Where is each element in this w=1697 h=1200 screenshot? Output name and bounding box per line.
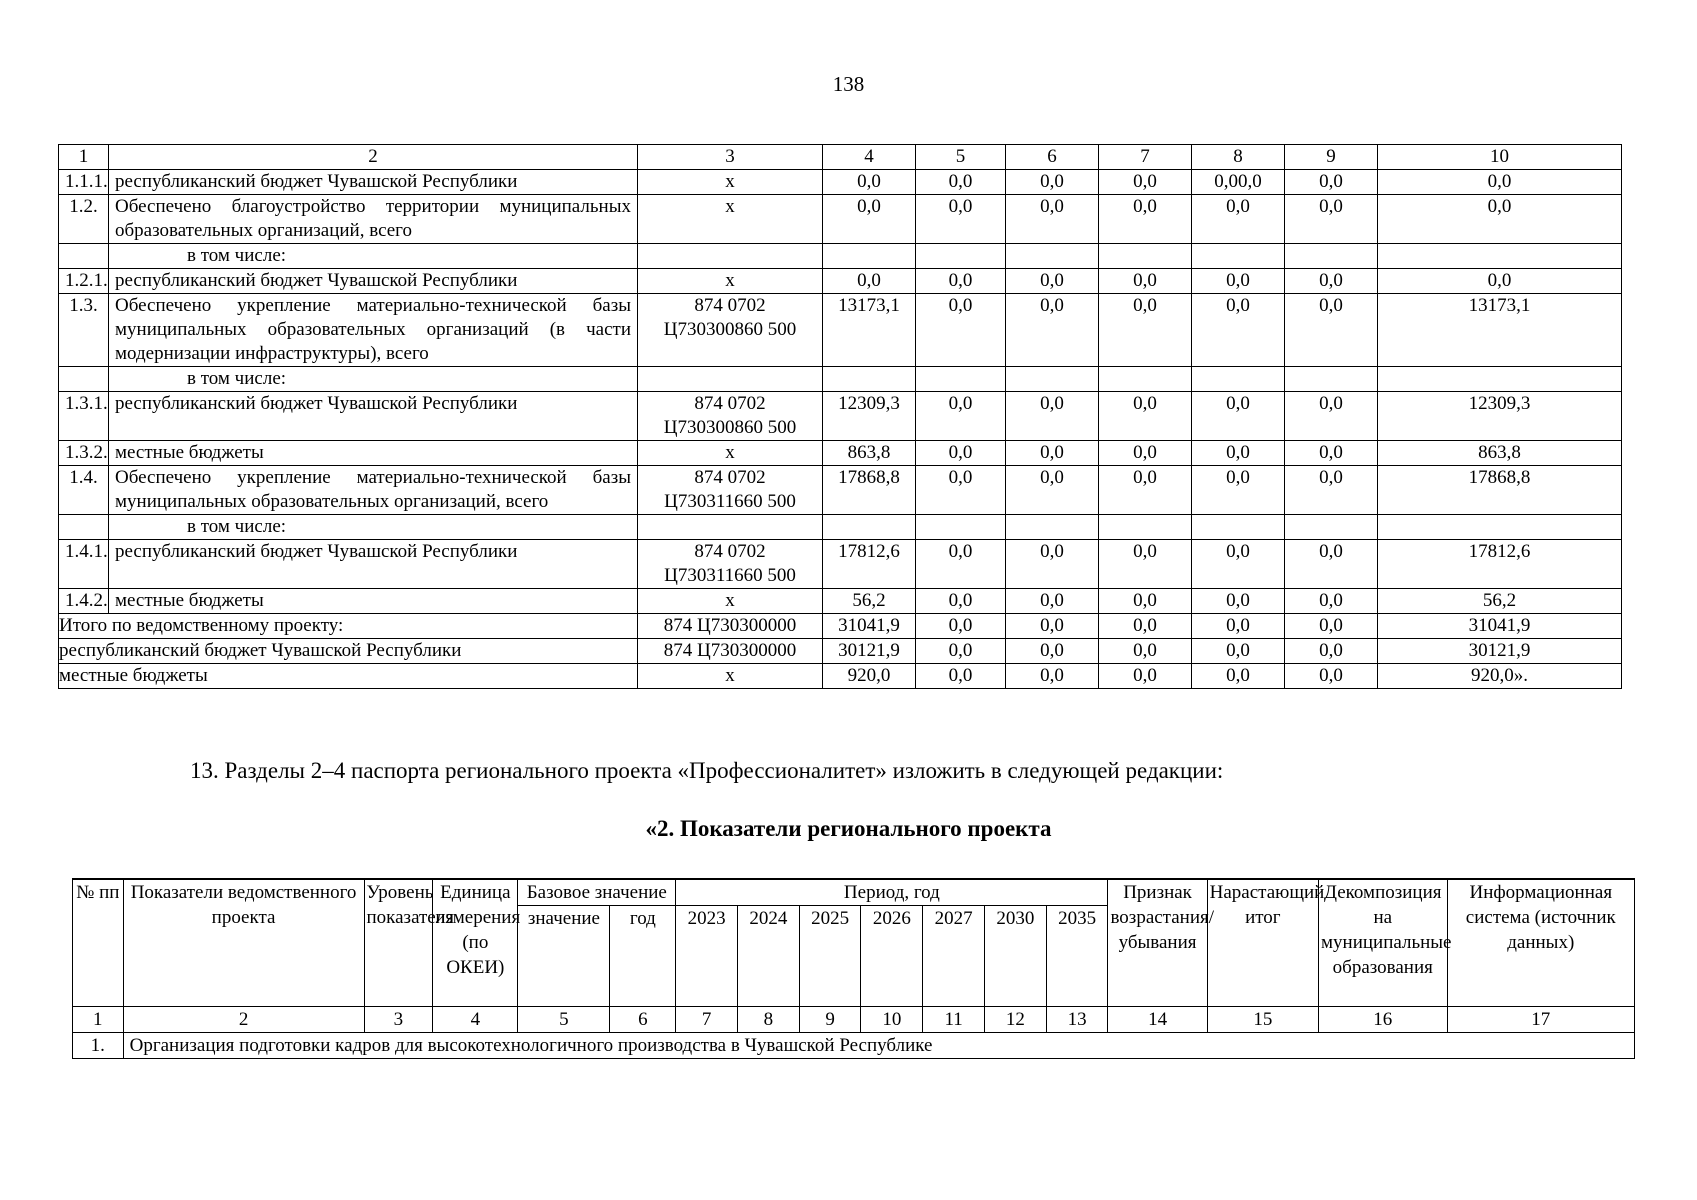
column-numbers-row: [73, 1007, 1635, 1033]
row-number: 1.2.: [59, 195, 109, 244]
table-row: [59, 515, 1622, 540]
amount-cell: 0,0: [916, 269, 1006, 294]
table-row: [59, 367, 1622, 392]
table-row: [59, 441, 1622, 466]
amount-cell: 30121,9: [823, 639, 916, 664]
amount-cell: [1099, 244, 1192, 269]
budget-code: [638, 244, 823, 269]
amount-cell: 56,2: [1378, 589, 1622, 614]
table-row: [59, 269, 1622, 294]
column-number: 9: [1285, 145, 1378, 170]
row-number: 1.3.1.: [59, 392, 109, 441]
amount-cell: 0,0: [916, 392, 1006, 441]
amount-cell: 0,0: [916, 614, 1006, 639]
budget-code: x: [638, 269, 823, 294]
table-row: [59, 195, 1622, 244]
amount-cell: [1192, 367, 1285, 392]
section-heading: «2. Показатели регионального проекта: [645, 816, 1052, 841]
amount-cell: 0,0: [1006, 614, 1099, 639]
amount-cell: 0,0: [1285, 466, 1378, 515]
row-name: республиканский бюджет Чувашской Республики: [109, 540, 638, 589]
budget-code: 874 0702 Ц730311660 500: [638, 466, 823, 515]
amount-cell: 0,0: [916, 589, 1006, 614]
column-number: 10: [861, 1007, 923, 1033]
amount-cell: [823, 367, 916, 392]
header-indicator: Показатели ведомственного проекта: [123, 879, 364, 1007]
table-row: [59, 392, 1622, 441]
row-number: 1.1.1.: [59, 170, 109, 195]
row-number: 1.: [73, 1033, 124, 1059]
table-row: [59, 589, 1622, 614]
amount-cell: 13173,1: [1378, 294, 1622, 367]
column-number: 6: [1006, 145, 1099, 170]
amount-cell: 0,0: [1099, 392, 1192, 441]
row-number: 1.3.: [59, 294, 109, 367]
amount-cell: 0,0: [916, 294, 1006, 367]
budget-code: 874 Ц730300000: [638, 614, 823, 639]
budget-code: [638, 515, 823, 540]
row-name: в том числе:: [109, 367, 638, 392]
amount-cell: [1378, 515, 1622, 540]
row-number: 1.4.2.: [59, 589, 109, 614]
amount-cell: 0,0: [1192, 589, 1285, 614]
amount-cell: 0,0: [1285, 540, 1378, 589]
amount-cell: 0,0: [823, 195, 916, 244]
column-number: 14: [1108, 1007, 1207, 1033]
budget-code: 874 Ц730300000: [638, 639, 823, 664]
amount-cell: 0,0: [1006, 466, 1099, 515]
amount-cell: 0,0: [823, 269, 916, 294]
amount-cell: 17868,8: [1378, 466, 1622, 515]
table-header-row: [73, 879, 1635, 906]
column-number: 7: [676, 1007, 738, 1033]
amount-cell: 0,0: [1099, 294, 1192, 367]
amount-cell: 0,0: [1006, 441, 1099, 466]
header-num: № пп: [73, 879, 124, 1007]
total-row: [59, 664, 1622, 689]
amount-cell: 0,00,0: [1192, 170, 1285, 195]
amount-cell: 0,0: [916, 170, 1006, 195]
column-number: 2: [109, 145, 638, 170]
amount-cell: 0,0: [916, 466, 1006, 515]
amount-cell: 863,8: [823, 441, 916, 466]
row-title: Организация подготовки кадров для высокотехнологичного производства в Чувашской Республике: [123, 1033, 1634, 1059]
amount-cell: [1006, 367, 1099, 392]
amount-cell: 0,0: [1099, 466, 1192, 515]
amount-cell: 0,0: [1285, 639, 1378, 664]
budget-code: 874 0702 Ц730300860 500: [638, 294, 823, 367]
table-row: [59, 466, 1622, 515]
table-row: [59, 244, 1622, 269]
amount-cell: 0,0: [1192, 614, 1285, 639]
amount-cell: 0,0: [1285, 294, 1378, 367]
amount-cell: 0,0: [1378, 269, 1622, 294]
column-number: 3: [364, 1007, 433, 1033]
row-number: [59, 515, 109, 540]
amount-cell: [916, 244, 1006, 269]
total-label: Итого по ведомственному проекту:: [59, 614, 638, 639]
header-level: Уровень показателя: [364, 879, 433, 1007]
budget-code: 874 0702 Ц730300860 500: [638, 392, 823, 441]
amount-cell: 0,0: [1285, 589, 1378, 614]
row-name: республиканский бюджет Чувашской Республики: [109, 269, 638, 294]
table-row: [59, 540, 1622, 589]
amount-cell: [1378, 367, 1622, 392]
row-name: Обеспечено укрепление материально-технической базы муниципальных образовательных организаций, всего: [109, 466, 638, 515]
column-number: 10: [1378, 145, 1622, 170]
row-name: в том числе:: [109, 244, 638, 269]
header-period: Период, год: [676, 879, 1108, 906]
budget-code: x: [638, 589, 823, 614]
amount-cell: 0,0: [1378, 170, 1622, 195]
amount-cell: 0,0: [1099, 269, 1192, 294]
amount-cell: 920,0».: [1378, 664, 1622, 689]
amount-cell: 0,0: [1285, 195, 1378, 244]
amount-cell: 0,0: [1378, 195, 1622, 244]
amount-cell: 17812,6: [823, 540, 916, 589]
column-number: 12: [984, 1007, 1046, 1033]
amount-cell: [1006, 515, 1099, 540]
amount-cell: [1285, 515, 1378, 540]
amount-cell: [916, 367, 1006, 392]
amount-cell: 0,0: [1192, 441, 1285, 466]
amount-cell: 12309,3: [823, 392, 916, 441]
table-row: [73, 1033, 1635, 1059]
header-base: Базовое значение: [518, 879, 676, 906]
amount-cell: [1285, 367, 1378, 392]
amount-cell: 0,0: [1285, 269, 1378, 294]
header-base-value: значение: [518, 906, 610, 1007]
amount-cell: 0,0: [1192, 466, 1285, 515]
row-number: 1.2.1.: [59, 269, 109, 294]
row-number: 1.3.2.: [59, 441, 109, 466]
budget-code: x: [638, 170, 823, 195]
amount-cell: 56,2: [823, 589, 916, 614]
amount-cell: 0,0: [1006, 589, 1099, 614]
header-cumulative: Нарастающий итог: [1207, 879, 1318, 1007]
column-number: 8: [738, 1007, 800, 1033]
amount-cell: [1099, 367, 1192, 392]
column-number: 17: [1447, 1007, 1634, 1033]
budget-code: [638, 367, 823, 392]
row-name: Обеспечено укрепление материально-технической базы муниципальных образовательных организаций (в части модернизации инфраструктуры), всего: [109, 294, 638, 367]
header-year: 2024: [738, 906, 800, 1007]
amount-cell: 0,0: [1285, 441, 1378, 466]
row-name: Обеспечено благоустройство территории муниципальных образовательных организаций, всего: [109, 195, 638, 244]
amount-cell: 863,8: [1378, 441, 1622, 466]
amount-cell: 0,0: [1006, 195, 1099, 244]
amount-cell: 0,0: [916, 639, 1006, 664]
budget-code: 874 0702 Ц730311660 500: [638, 540, 823, 589]
amount-cell: 0,0: [1006, 269, 1099, 294]
column-number: 15: [1207, 1007, 1318, 1033]
amount-cell: 920,0: [823, 664, 916, 689]
row-number: [59, 244, 109, 269]
amount-cell: 0,0: [916, 441, 1006, 466]
amount-cell: 0,0: [1006, 540, 1099, 589]
amount-cell: [1006, 244, 1099, 269]
amount-cell: 0,0: [1099, 540, 1192, 589]
amount-cell: [916, 515, 1006, 540]
column-number: 9: [799, 1007, 861, 1033]
budget-code: x: [638, 441, 823, 466]
amount-cell: 0,0: [1099, 614, 1192, 639]
row-name: республиканский бюджет Чувашской Республики: [109, 392, 638, 441]
header-unit: Единица измерения (по ОКЕИ): [433, 879, 518, 1007]
instruction-paragraph: 13. Разделы 2–4 паспорта регионального проекта «Профессионалитет» изложить в следующей редакции:: [190, 758, 1224, 783]
row-number: 1.4.: [59, 466, 109, 515]
amount-cell: 30121,9: [1378, 639, 1622, 664]
total-row: [59, 614, 1622, 639]
amount-cell: [1378, 244, 1622, 269]
amount-cell: 12309,3: [1378, 392, 1622, 441]
header-year: 2027: [923, 906, 985, 1007]
amount-cell: 0,0: [1006, 392, 1099, 441]
budget-code: x: [638, 195, 823, 244]
amount-cell: 0,0: [1099, 441, 1192, 466]
amount-cell: 0,0: [1099, 170, 1192, 195]
total-label: республиканский бюджет Чувашской Республики: [59, 639, 638, 664]
column-number: 6: [610, 1007, 676, 1033]
amount-cell: 0,0: [823, 170, 916, 195]
amount-cell: 17868,8: [823, 466, 916, 515]
row-name: местные бюджеты: [109, 589, 638, 614]
amount-cell: 0,0: [1285, 392, 1378, 441]
amount-cell: 0,0: [1285, 170, 1378, 195]
amount-cell: 0,0: [1099, 589, 1192, 614]
indicators-table: [72, 878, 1635, 1059]
column-number: 2: [123, 1007, 364, 1033]
column-number: 5: [916, 145, 1006, 170]
amount-cell: 31041,9: [823, 614, 916, 639]
amount-cell: 31041,9: [1378, 614, 1622, 639]
row-name: местные бюджеты: [109, 441, 638, 466]
amount-cell: 0,0: [916, 195, 1006, 244]
row-name: в том числе:: [109, 515, 638, 540]
column-number: 8: [1192, 145, 1285, 170]
column-number: 4: [823, 145, 916, 170]
header-year: 2026: [861, 906, 923, 1007]
amount-cell: 0,0: [1192, 664, 1285, 689]
column-number: 11: [923, 1007, 985, 1033]
amount-cell: [1192, 515, 1285, 540]
column-number: 7: [1099, 145, 1192, 170]
amount-cell: 0,0: [1192, 269, 1285, 294]
column-number: 1: [59, 145, 109, 170]
column-number: 3: [638, 145, 823, 170]
amount-cell: 0,0: [1192, 392, 1285, 441]
table-header-row: [59, 145, 1622, 170]
header-year: 2025: [799, 906, 861, 1007]
amount-cell: [823, 515, 916, 540]
row-number: [59, 367, 109, 392]
table-row: [59, 294, 1622, 367]
page-number: 138: [832, 72, 865, 96]
budget-code: x: [638, 664, 823, 689]
header-decomposition: Декомпозиция на муниципальные образования: [1319, 879, 1448, 1007]
amount-cell: [1099, 515, 1192, 540]
row-name: республиканский бюджет Чувашской Республики: [109, 170, 638, 195]
column-number: 5: [518, 1007, 610, 1033]
column-number: 13: [1046, 1007, 1108, 1033]
header-base-year: год: [610, 906, 676, 1007]
header-year: 2030: [984, 906, 1046, 1007]
amount-cell: 0,0: [1099, 664, 1192, 689]
amount-cell: 0,0: [1192, 540, 1285, 589]
amount-cell: 13173,1: [823, 294, 916, 367]
amount-cell: 0,0: [916, 540, 1006, 589]
amount-cell: [1285, 244, 1378, 269]
column-number: 16: [1319, 1007, 1448, 1033]
column-number: 4: [433, 1007, 518, 1033]
amount-cell: 0,0: [916, 664, 1006, 689]
header-year: 2023: [676, 906, 738, 1007]
amount-cell: 0,0: [1006, 294, 1099, 367]
table-row: [59, 170, 1622, 195]
amount-cell: [1192, 244, 1285, 269]
header-year: 2035: [1046, 906, 1108, 1007]
financing-table: [58, 144, 1622, 689]
amount-cell: 0,0: [1192, 294, 1285, 367]
amount-cell: 0,0: [1099, 639, 1192, 664]
amount-cell: 0,0: [1285, 614, 1378, 639]
amount-cell: 0,0: [1192, 639, 1285, 664]
amount-cell: 0,0: [1006, 664, 1099, 689]
total-row: [59, 639, 1622, 664]
amount-cell: 0,0: [1285, 664, 1378, 689]
header-info-system: Информационная система (источник данных): [1447, 879, 1634, 1007]
row-number: 1.4.1.: [59, 540, 109, 589]
amount-cell: 0,0: [1099, 195, 1192, 244]
header-trend: Признак возрастания/ убывания: [1108, 879, 1207, 1007]
amount-cell: 17812,6: [1378, 540, 1622, 589]
amount-cell: [823, 244, 916, 269]
amount-cell: 0,0: [1006, 170, 1099, 195]
column-number: 1: [73, 1007, 124, 1033]
amount-cell: 0,0: [1192, 195, 1285, 244]
total-label: местные бюджеты: [59, 664, 638, 689]
amount-cell: 0,0: [1006, 639, 1099, 664]
